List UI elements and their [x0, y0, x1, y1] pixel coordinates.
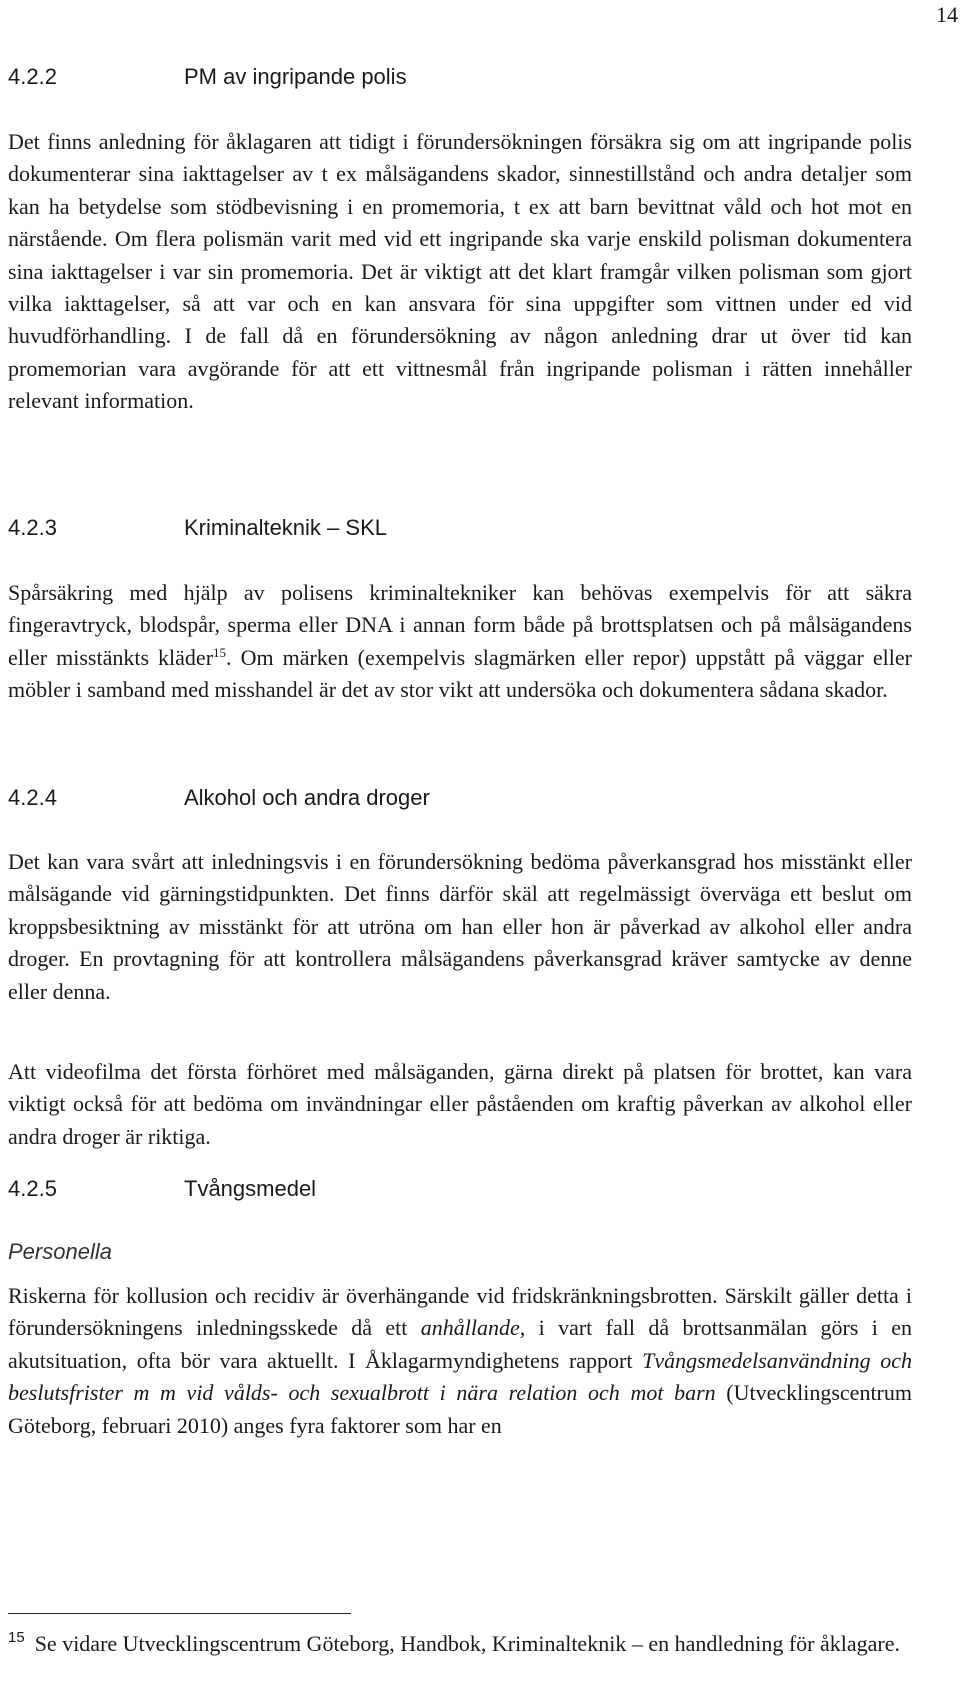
footnote-mark: 15: [8, 1629, 25, 1646]
footnote: [8, 1628, 912, 1660]
italic-term: anhållande: [420, 1315, 520, 1341]
paragraph: [8, 1280, 912, 1442]
section-number: 4.2.4: [8, 785, 57, 810]
section-title: PM av ingripande polis: [184, 64, 407, 89]
paragraph-text: (Utvecklingscentrum Göteborg, februari 2010) anges fyra faktorer som har en: [8, 1380, 912, 1438]
section-heading-4-2-5: [8, 1176, 316, 1202]
paragraph: [8, 577, 912, 707]
section-number: 4.2.2: [8, 64, 57, 89]
section-title: Kriminalteknik – SKL: [184, 515, 387, 540]
section-title: Tvångsmedel: [184, 1176, 317, 1201]
report-title: Tvångsmedelsanvändning och beslutsfrister m m vid vålds- och sexualbrott i nära relation och mot barn: [8, 1347, 913, 1406]
paragraph-text: . Om märken (exempelvis slagmärken eller repor) uppstått på väggar eller möbler i samband med misshandel är det av stor vikt att undersöka och dokumentera sådana skador.: [8, 644, 912, 703]
section-heading-4-2-2: [8, 64, 407, 90]
paragraph-text: , i vart fall då brottsanmälan görs i en akutsituation, ofta bör vara aktuellt. I Åklagarmyndighetens rapport: [8, 1315, 912, 1373]
paragraph: Att videofilma det första förhöret med målsäganden, gärna direkt på platsen för brottet, kan vara viktigt också för att bedöma om invändningar eller påståenden om kraftig påverkan av alkohol eller andra droger är riktiga.: [8, 1059, 912, 1149]
paragraph: Det kan vara svårt att inledningsvis i en förundersökning bedöma påverkansgrad hos misstänkt eller målsägande vid gärningstidpunkten. Det finns därför skäl att regelmässigt överväga ett beslut om kroppsbesiktning av misstänkt för att utröna om han eller hon är påverkad av alkohol eller andra droger. En provtagning för att kontrollera målsägandens påverkansgrad kräver samtycke av denne eller denna.: [8, 849, 912, 1004]
footnote-text: Se vidare Utvecklingscentrum Göteborg, Handbok, Kriminalteknik – en handledning för åklagare.: [34, 1631, 900, 1656]
section-number: 4.2.3: [8, 515, 57, 540]
paragraph: Det finns anledning för åklagaren att tidigt i förundersökningen försäkra sig om att ingripande polis dokumenterar sina iakttagelser av t ex målsägandens skador, sinnestillstånd och andra detaljer som kan ha betydelse som stödbevisning i en promemoria, t ex att barn bevittnat våld och hot mot en närstående. Om flera polismän varit med vid ett ingripande ska varje enskild polisman dokumentera sina iakttagelser i var sin promemoria. Det är viktigt att det klart framgår vilken polisman som gjort vilka iakttagelser, så att var och en kan ansvara för sina uppgifter som vittnen under ed vid huvudförhandling. I de fall då en förundersökning av någon anledning drar ut över tid kan promemorian vara avgörande för att ett vittnesmål från ingripande polisman i rätten innehåller relevant information.: [8, 129, 912, 414]
section-title: Alkohol och andra droger: [184, 785, 430, 810]
footnote-separator: [8, 1613, 351, 1614]
paragraph-text: Riskerna för kollusion och recidiv är överhängande vid fridskränkningsbrotten. Särskilt gäller detta i förundersökningens inledningsskede då ett: [8, 1283, 912, 1341]
page-number: 14: [936, 2, 958, 27]
subheading: Personella: [8, 1239, 112, 1264]
section-heading-4-2-4: [8, 785, 430, 811]
section-number: 4.2.5: [8, 1176, 57, 1201]
footnote-reference[interactable]: 15: [213, 644, 227, 660]
section-heading-4-2-3: [8, 515, 387, 541]
paragraph-text: Spårsäkring med hjälp av polisens kriminaltekniker kan behövas exempelvis för att säkra fingeravtryck, blodspår, sperma eller DNA i annan form både på brottsplatsen och på målsägandens eller misstänkts kläder: [8, 580, 912, 670]
